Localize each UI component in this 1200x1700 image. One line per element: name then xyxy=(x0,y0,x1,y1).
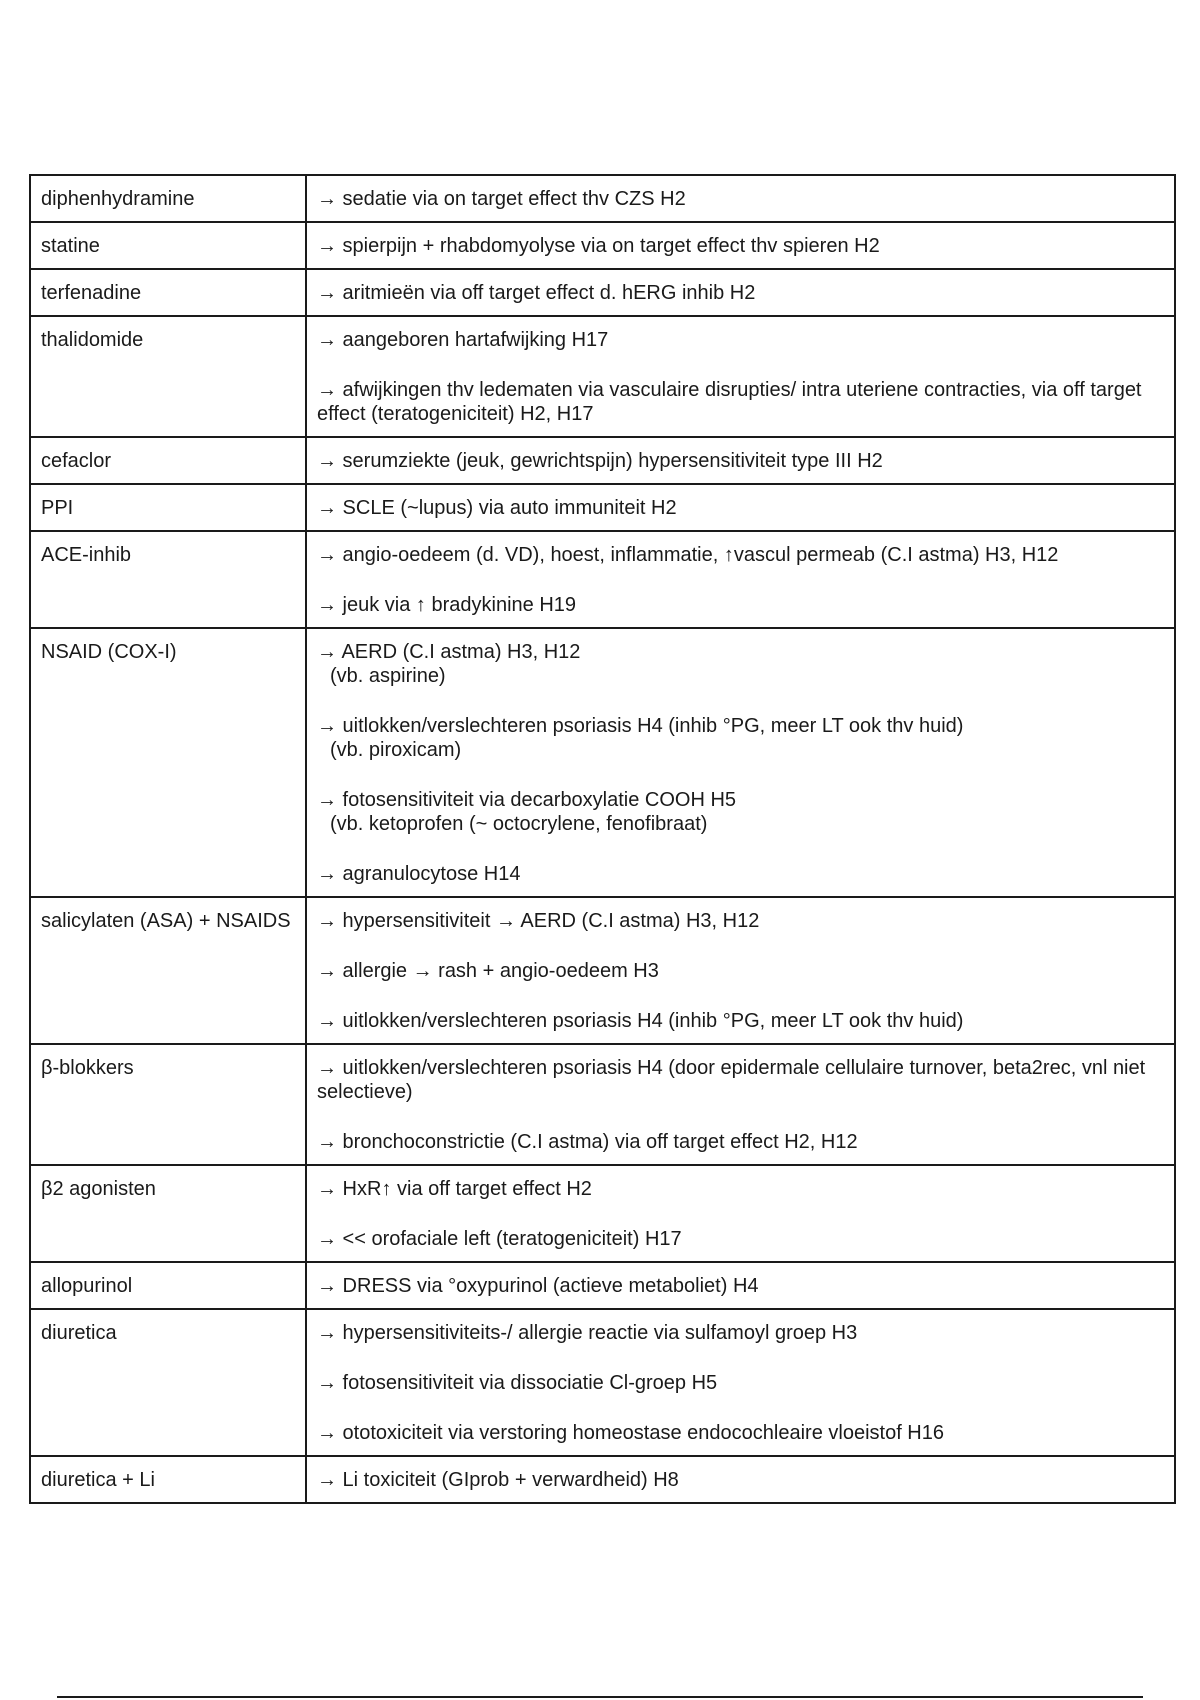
table-row xyxy=(30,1165,1175,1262)
drug-name-cell: NSAID (COX-I) xyxy=(30,628,306,897)
drug-name-cell: PPI xyxy=(30,484,306,531)
table-row xyxy=(30,1044,1175,1165)
table-row xyxy=(30,531,1175,628)
side-effect-entry xyxy=(317,281,1164,305)
side-effect-text: → bronchoconstrictie (C.I astma) via off target effect H2, H12 xyxy=(317,1131,858,1153)
side-effects-cell xyxy=(306,1262,1175,1309)
side-effect-entry xyxy=(317,1009,1164,1033)
side-effects-cell xyxy=(306,316,1175,437)
side-effect-example: (vb. piroxicam) xyxy=(330,739,462,761)
side-effect-entry xyxy=(317,1056,1164,1104)
side-effect-text: → Li toxiciteit (GIprob + verwardheid) H8 xyxy=(317,1469,679,1491)
drug-side-effects-table xyxy=(29,174,1176,1504)
side-effects-cell xyxy=(306,531,1175,628)
drug-name-cell: terfenadine xyxy=(30,269,306,316)
side-effect-text: → aritmieën via off target effect d. hERG inhib H2 xyxy=(317,282,756,304)
side-effect-entry xyxy=(317,187,1164,211)
drug-name-cell: statine xyxy=(30,222,306,269)
side-effects-cell xyxy=(306,269,1175,316)
side-effect-text: → SCLE (~lupus) via auto immuniteit H2 xyxy=(317,497,677,519)
side-effect-entry xyxy=(317,543,1164,567)
side-effect-entry xyxy=(317,496,1164,520)
side-effect-text: → hypersensitiviteits-/ allergie reactie via sulfamoyl groep H3 xyxy=(317,1322,858,1344)
drug-name-cell: β-blokkers xyxy=(30,1044,306,1165)
side-effects-cell xyxy=(306,1456,1175,1503)
table-body xyxy=(30,175,1175,1503)
side-effect-text: → sedatie via on target effect thv CZS H2 xyxy=(317,188,686,210)
side-effect-text: → angio-oedeem (d. VD), hoest, inflammatie, ↑vascul permeab (C.I astma) H3, H12 xyxy=(317,544,1059,566)
side-effect-entry xyxy=(317,1177,1164,1201)
side-effect-text: → uitlokken/verslechteren psoriasis H4 (inhib °PG, meer LT ook thv huid) xyxy=(317,1010,964,1032)
side-effect-entry xyxy=(317,1274,1164,1298)
side-effect-entry xyxy=(317,714,1164,762)
table-row xyxy=(30,269,1175,316)
side-effect-entry xyxy=(317,378,1164,426)
side-effect-text: → allergie → rash + angio-oedeem H3 xyxy=(317,960,659,982)
side-effect-text: → spierpijn + rhabdomyolyse via on target effect thv spieren H2 xyxy=(317,235,880,257)
side-effect-entry xyxy=(317,1130,1164,1154)
table-row xyxy=(30,222,1175,269)
side-effect-text: → fotosensitiviteit via dissociatie Cl-groep H5 xyxy=(317,1372,718,1394)
table-row xyxy=(30,484,1175,531)
side-effects-cell xyxy=(306,1044,1175,1165)
side-effect-example: (vb. aspirine) xyxy=(330,665,446,687)
side-effect-example: (vb. ketoprofen (~ octocrylene, fenofibraat) xyxy=(330,813,708,835)
table-row xyxy=(30,897,1175,1044)
side-effects-cell xyxy=(306,628,1175,897)
side-effect-entry xyxy=(317,1227,1164,1251)
side-effect-entry xyxy=(317,1321,1164,1345)
side-effect-text: → serumziekte (jeuk, gewrichtspijn) hypersensitiviteit type III H2 xyxy=(317,450,883,472)
side-effect-text: → HxR↑ via off target effect H2 xyxy=(317,1178,592,1200)
drug-name-cell: diphenhydramine xyxy=(30,175,306,222)
side-effects-cell xyxy=(306,175,1175,222)
side-effect-entry xyxy=(317,1371,1164,1395)
drug-name-cell: allopurinol xyxy=(30,1262,306,1309)
side-effect-text: → agranulocytose H14 xyxy=(317,863,521,885)
side-effect-entry xyxy=(317,909,1164,933)
side-effect-entry xyxy=(317,1421,1164,1445)
drug-name-cell: thalidomide xyxy=(30,316,306,437)
table-row xyxy=(30,1456,1175,1503)
side-effect-text: → jeuk via ↑ bradykinine H19 xyxy=(317,594,577,616)
table-row xyxy=(30,316,1175,437)
table-row xyxy=(30,628,1175,897)
side-effect-text: → AERD (C.I astma) H3, H12 xyxy=(317,641,581,663)
side-effect-entry xyxy=(317,640,1164,688)
table-row xyxy=(30,1262,1175,1309)
table-row xyxy=(30,1309,1175,1456)
side-effect-entry xyxy=(317,788,1164,836)
side-effect-text: → aangeboren hartafwijking H17 xyxy=(317,329,609,351)
drug-name-cell: salicylaten (ASA) + NSAIDS xyxy=(30,897,306,1044)
side-effect-text: → ototoxiciteit via verstoring homeostase endocochleaire vloeistof H16 xyxy=(317,1422,944,1444)
side-effect-text: → fotosensitiviteit via decarboxylatie COOH H5 xyxy=(317,789,737,811)
side-effect-entry xyxy=(317,959,1164,983)
side-effects-cell xyxy=(306,1309,1175,1456)
drug-name-cell: ACE-inhib xyxy=(30,531,306,628)
side-effect-entry xyxy=(317,862,1164,886)
side-effect-text: → uitlokken/verslechteren psoriasis H4 (door epidermale cellulaire turnover, beta2rec, vnl niet selectieve) xyxy=(317,1057,1146,1103)
side-effects-cell xyxy=(306,484,1175,531)
drug-name-cell: β2 agonisten xyxy=(30,1165,306,1262)
side-effect-entry xyxy=(317,1468,1164,1492)
side-effect-entry xyxy=(317,593,1164,617)
drug-name-cell: diuretica + Li xyxy=(30,1456,306,1503)
side-effects-cell xyxy=(306,1165,1175,1262)
side-effect-text: → << orofaciale left (teratogeniciteit) H17 xyxy=(317,1228,682,1250)
drug-name-cell: diuretica xyxy=(30,1309,306,1456)
footer-divider xyxy=(57,1696,1143,1698)
side-effect-entry xyxy=(317,234,1164,258)
side-effects-cell xyxy=(306,897,1175,1044)
drug-name-cell: cefaclor xyxy=(30,437,306,484)
table-row xyxy=(30,437,1175,484)
side-effect-text: → DRESS via °oxypurinol (actieve metaboliet) H4 xyxy=(317,1275,759,1297)
side-effect-entry xyxy=(317,328,1164,352)
side-effects-cell xyxy=(306,437,1175,484)
side-effect-entry xyxy=(317,449,1164,473)
side-effects-cell xyxy=(306,222,1175,269)
table-row xyxy=(30,175,1175,222)
side-effect-text: → afwijkingen thv ledematen via vasculaire disrupties/ intra uteriene contracties, via off target effect (teratogeniciteit) H2, H17 xyxy=(317,379,1142,425)
side-effect-text: → uitlokken/verslechteren psoriasis H4 (inhib °PG, meer LT ook thv huid) xyxy=(317,715,964,737)
side-effect-text: → hypersensitiviteit → AERD (C.I astma) H3, H12 xyxy=(317,910,760,932)
